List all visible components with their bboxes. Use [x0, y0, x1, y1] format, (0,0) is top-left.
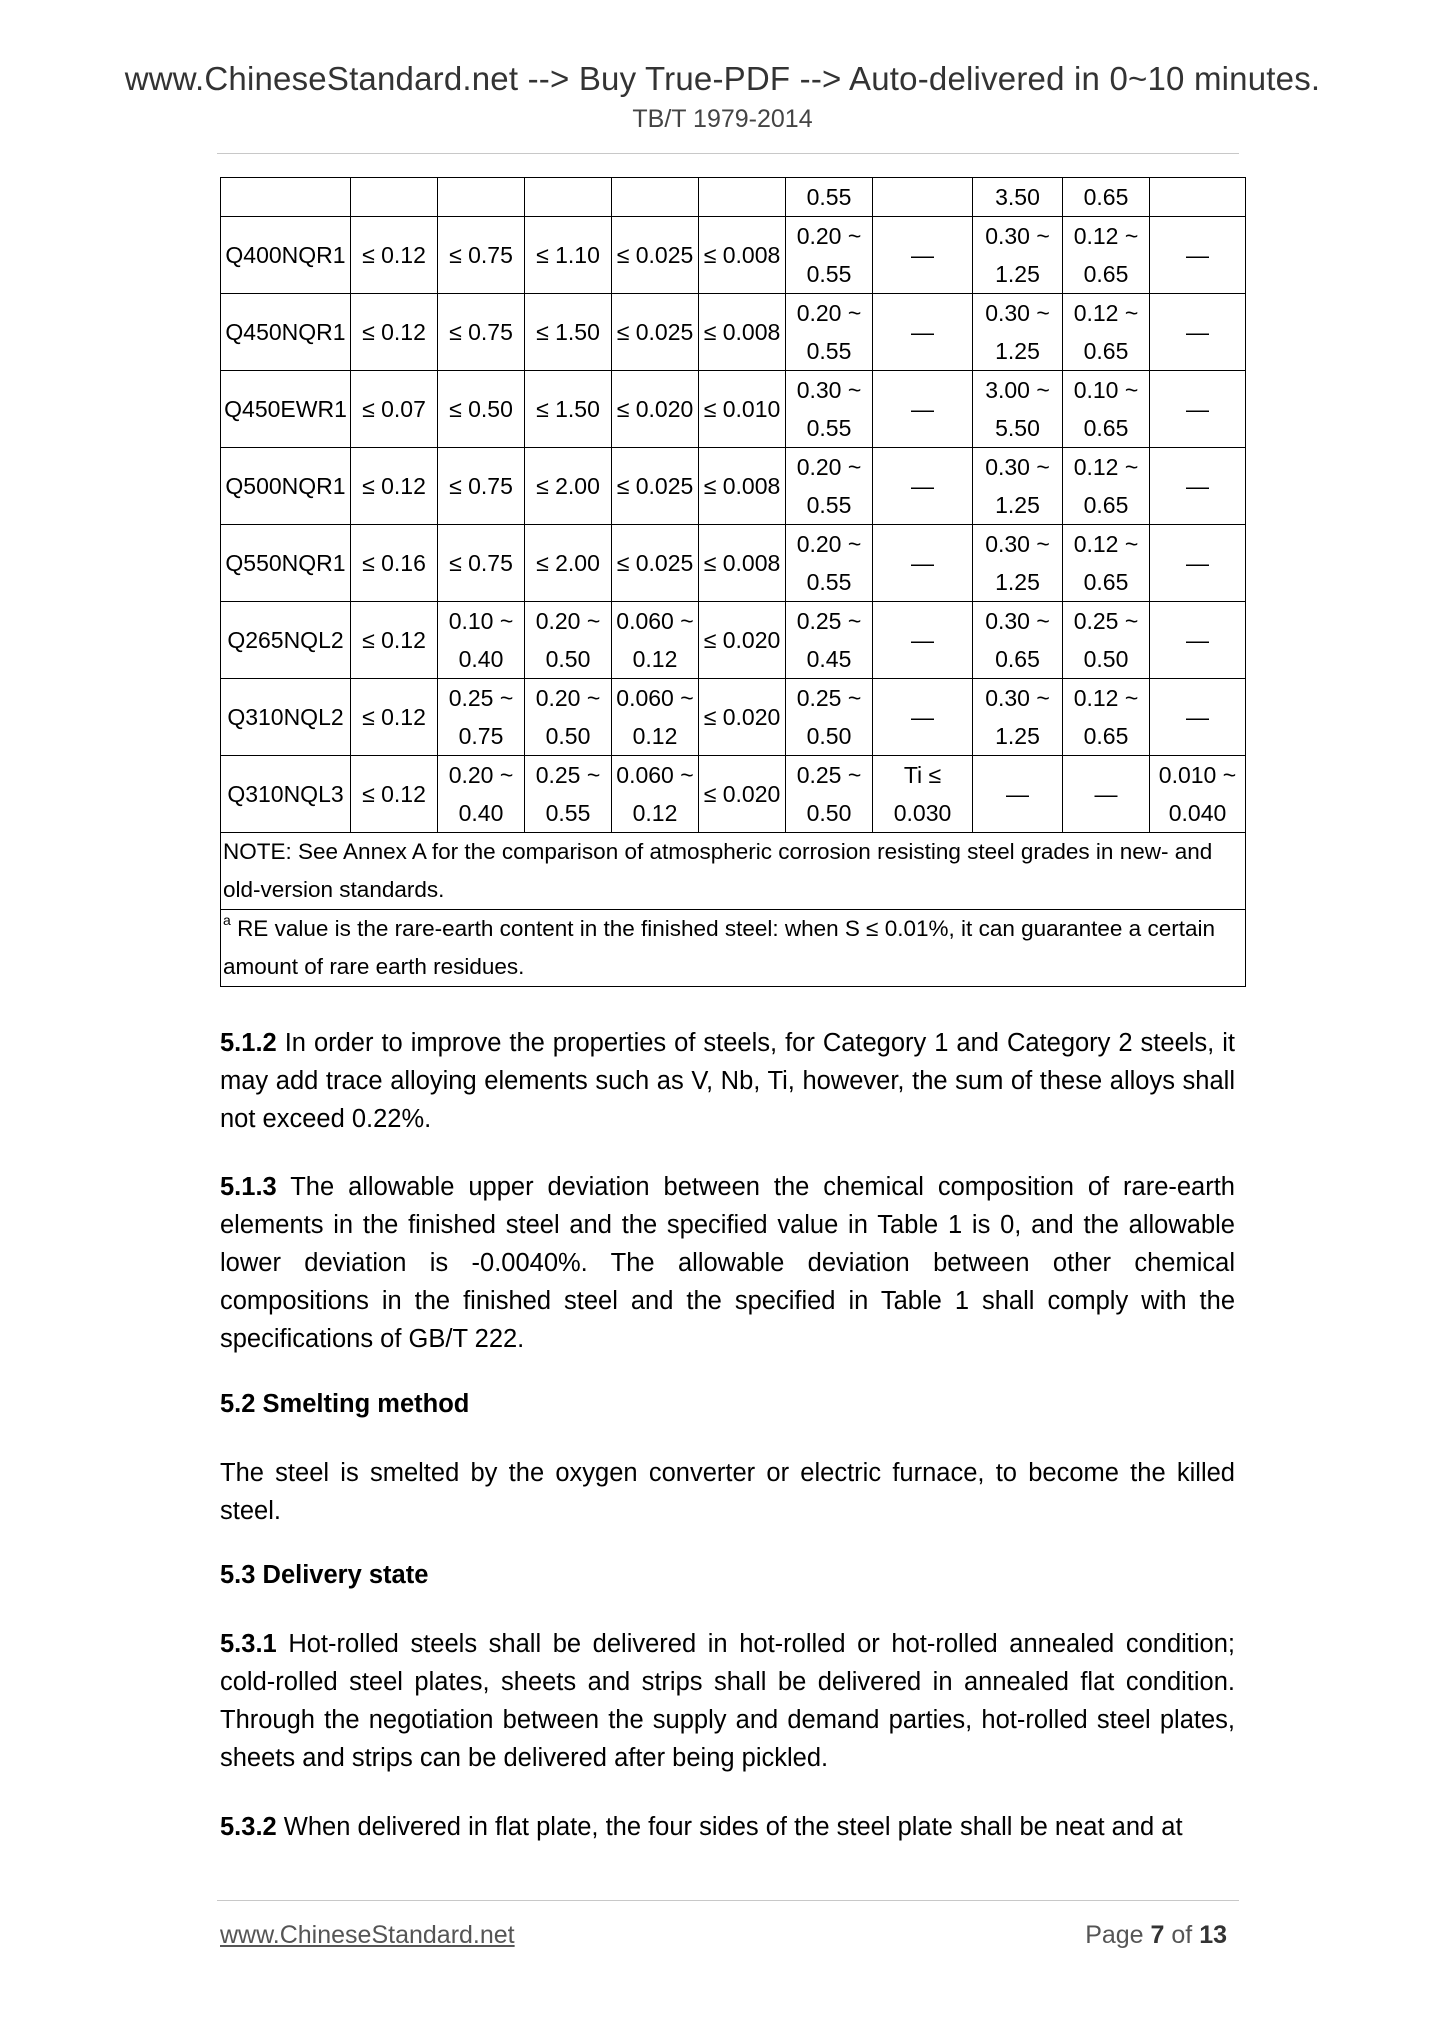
table-cell: ≤ 0.008: [699, 448, 786, 525]
cell-line: 0.65: [1083, 415, 1129, 441]
cell-line: 0.010 ~: [1158, 762, 1237, 788]
table-cell: ≤ 0.025: [612, 525, 699, 602]
table-cell: [973, 448, 1063, 525]
cell-line: 0.30 ~: [985, 685, 1050, 711]
cell-line: 1.25: [995, 492, 1040, 518]
grade-cell: Q400NQR1: [221, 217, 351, 294]
cell-line: 0.65: [1083, 338, 1129, 364]
cell-line: 0.30 ~: [796, 377, 862, 403]
cell-line: 5.50: [995, 415, 1040, 441]
table-cell: [525, 679, 612, 756]
cell-line: 0.20 ~: [535, 608, 601, 634]
table-cell: ≤ 0.008: [699, 217, 786, 294]
cell-line: 0.20 ~: [796, 223, 862, 249]
table-cell: [973, 217, 1063, 294]
chemical-composition-table: [220, 177, 1246, 987]
cell-line: 0.25 ~: [796, 762, 862, 788]
cell-line: 0.12 ~: [1073, 531, 1139, 557]
table-cell: ≤ 1.50: [525, 371, 612, 448]
cell-line: 0.20 ~: [448, 762, 514, 788]
cell-line: 0.040: [1168, 800, 1227, 826]
table-cell: [525, 178, 612, 217]
cell-line: 0.060 ~: [616, 685, 694, 711]
clause-number: 5.1.3: [220, 1173, 277, 1201]
clause-number: 5.3.2: [220, 1813, 277, 1841]
table-cell: [612, 178, 699, 217]
table-cell: ≤ 0.020: [612, 371, 699, 448]
cell-line: 0.50: [806, 723, 852, 749]
table-cell: [973, 525, 1063, 602]
table-cell: ≤ 0.008: [699, 525, 786, 602]
table-cell: [1063, 525, 1150, 602]
cell-line: 0.50: [806, 800, 852, 826]
paragraph-5-3-1: [220, 1625, 1235, 1777]
page-label: Page: [1085, 1921, 1151, 1949]
cell-line: 0.060 ~: [616, 608, 694, 634]
grade-cell: Q450EWR1: [221, 371, 351, 448]
table-cell: —: [1150, 679, 1246, 756]
table-row: [221, 178, 1246, 217]
table-cell: [1063, 602, 1150, 679]
cell-line: 1.25: [995, 569, 1040, 595]
grade-cell: Q450NQR1: [221, 294, 351, 371]
table-cell: ≤ 0.75: [438, 217, 525, 294]
page-number: 7: [1150, 1921, 1165, 1949]
table-cell: ≤ 0.75: [438, 448, 525, 525]
table-cell: [786, 294, 873, 371]
clause-number: 5.3.1: [220, 1630, 277, 1658]
footnote-mark: a: [223, 912, 231, 928]
site-banner: www.ChineseStandard.net --> Buy True-PDF --> Auto-delivered in 0~10 minutes.: [124, 60, 1321, 97]
table-cell: [438, 756, 525, 833]
table-row: [221, 525, 1246, 602]
table-note-row: [221, 833, 1246, 910]
footnote-text: RE value is the rare-earth content in the finished steel: when S ≤ 0.01%, it can guarantee a certain amount of rare earth residues.: [223, 916, 1215, 979]
cell-line: 0.10 ~: [1073, 377, 1139, 403]
table-cell: [1150, 178, 1246, 217]
table-cell: ≤ 0.025: [612, 448, 699, 525]
table-footnote: [221, 910, 1246, 987]
cell-line: 0.55: [806, 569, 852, 595]
cell-line: 0.30 ~: [985, 454, 1050, 480]
grade-cell: Q500NQR1: [221, 448, 351, 525]
table-cell: —: [1150, 294, 1246, 371]
table-footnote-row: [221, 910, 1246, 987]
cell-line: 0.30 ~: [985, 608, 1050, 634]
grade-cell: Q310NQL3: [221, 756, 351, 833]
cell-line: 0.45: [806, 646, 852, 672]
table-cell: ≤ 0.07: [351, 371, 438, 448]
table-cell: [786, 679, 873, 756]
cell-line: 0.030: [893, 800, 952, 826]
cell-line: 0.25 ~: [535, 762, 601, 788]
table-cell: ≤ 0.12: [351, 448, 438, 525]
cell-line: 0.40: [458, 800, 504, 826]
cell-line: 0.20 ~: [796, 300, 862, 326]
cell-line: 0.65: [1083, 723, 1129, 749]
cell-line: 0.25 ~: [1073, 608, 1139, 634]
table-cell: —: [1150, 448, 1246, 525]
cell-line: 0.55: [806, 338, 852, 364]
cell-line: 0.65: [1083, 261, 1129, 287]
table-row: [221, 602, 1246, 679]
table-cell: —: [973, 756, 1063, 833]
cell-line: 0.65: [995, 646, 1040, 672]
paragraph-text: In order to improve the properties of steels, for Category 1 and Category 2 steels, it may add trace alloying elements such as V, Nb, Ti, however, the sum of these alloys shall not exceed 0.22%.: [220, 1029, 1235, 1133]
table-cell: [973, 294, 1063, 371]
table-row: [221, 217, 1246, 294]
cell-line: 0.40: [458, 646, 504, 672]
table-cell: 3.50: [973, 178, 1063, 217]
table-cell: [221, 178, 351, 217]
table-cell: [612, 602, 699, 679]
table-cell: [525, 756, 612, 833]
table-cell: —: [873, 448, 973, 525]
table-cell: [612, 756, 699, 833]
table-cell: [438, 178, 525, 217]
table-cell: [1063, 217, 1150, 294]
table-cell: 0.55: [786, 178, 873, 217]
table-cell: ≤ 0.020: [699, 756, 786, 833]
cell-line: 1.25: [995, 338, 1040, 364]
table-cell: [612, 679, 699, 756]
cell-line: 1.25: [995, 261, 1040, 287]
table-cell: ≤ 0.020: [699, 602, 786, 679]
table-cell: [699, 178, 786, 217]
table-cell: [1063, 679, 1150, 756]
table-cell: ≤ 1.10: [525, 217, 612, 294]
table-cell: [351, 178, 438, 217]
clause-number: 5.1.2: [220, 1029, 277, 1057]
table-cell: [786, 525, 873, 602]
table-cell: [786, 602, 873, 679]
table-cell: —: [1150, 525, 1246, 602]
table-cell: [786, 217, 873, 294]
table-cell: 0.65: [1063, 178, 1150, 217]
cell-line: 0.65: [1083, 569, 1129, 595]
table-row: [221, 371, 1246, 448]
cell-line: 0.25 ~: [448, 685, 514, 711]
paragraph-5-1-2: [220, 1024, 1235, 1138]
section-heading-5-3: 5.3 Delivery state: [220, 1561, 429, 1589]
grade-cell: Q310NQL2: [221, 679, 351, 756]
cell-line: 0.30 ~: [985, 531, 1050, 557]
table-cell: [1063, 371, 1150, 448]
paragraph-5-2: The steel is smelted by the oxygen converter or electric furnace, to become the killed steel.: [220, 1459, 1235, 1525]
table-cell: ≤ 1.50: [525, 294, 612, 371]
table-cell: —: [873, 294, 973, 371]
cell-line: 0.75: [458, 723, 504, 749]
table-cell: —: [1150, 602, 1246, 679]
table-row: [221, 294, 1246, 371]
cell-line: 0.65: [1083, 492, 1129, 518]
table-cell: —: [873, 371, 973, 448]
grade-cell: Q265NQL2: [221, 602, 351, 679]
cell-line: 0.30 ~: [985, 300, 1050, 326]
paragraph-text: The allowable upper deviation between the chemical composition of rare-earth elements in the finished steel and the specified value in Table 1 is 0, and the allowable lower deviation is -0.0040%. The allowable deviation between other chemical compositions in the finished steel and the specified in Table 1 shall comply with the specifications of GB/T 222.: [220, 1173, 1235, 1353]
paragraph-text: Hot-rolled steels shall be delivered in hot-rolled or hot-rolled annealed condition; cold-rolled steel plates, sheets and strips shall be delivered in annealed flat condition. Through the negotiation between the supply and demand parties, hot-rolled steel plates, sheets and strips can be delivered after being pickled.: [220, 1630, 1235, 1772]
table-row: [221, 448, 1246, 525]
table-cell: ≤ 0.12: [351, 602, 438, 679]
table-cell: [973, 371, 1063, 448]
table-cell: ≤ 0.008: [699, 294, 786, 371]
cell-line: 0.20 ~: [535, 685, 601, 711]
table-row: [221, 679, 1246, 756]
table-cell: [525, 602, 612, 679]
cell-line: 3.00 ~: [985, 377, 1050, 403]
footer-rule: [217, 1900, 1239, 1901]
cell-line: 0.50: [1083, 646, 1129, 672]
table-cell: [438, 679, 525, 756]
cell-line: 0.12 ~: [1073, 223, 1139, 249]
cell-line: 0.25 ~: [796, 685, 862, 711]
table-cell: —: [1150, 217, 1246, 294]
table-cell: [1150, 756, 1246, 833]
table-cell: ≤ 2.00: [525, 448, 612, 525]
paragraph-text: When delivered in flat plate, the four sides of the steel plate shall be neat and at: [276, 1813, 1183, 1841]
table-cell: —: [1150, 371, 1246, 448]
table-row: [221, 756, 1246, 833]
table-cell: ≤ 0.020: [699, 679, 786, 756]
table-cell: [786, 756, 873, 833]
footer-site-link[interactable]: www.ChineseStandard.net: [220, 1921, 515, 1949]
cell-line: 0.12: [632, 723, 678, 749]
cell-line: 0.12 ~: [1073, 300, 1139, 326]
table-cell: —: [873, 679, 973, 756]
table-cell: ≤ 0.010: [699, 371, 786, 448]
cell-line: 0.55: [806, 492, 852, 518]
cell-line: 0.12: [632, 800, 678, 826]
standard-number: TB/T 1979-2014: [632, 105, 813, 133]
cell-line: 0.20 ~: [796, 531, 862, 557]
cell-line: 0.10 ~: [448, 608, 514, 634]
table-cell: ≤ 0.16: [351, 525, 438, 602]
cell-line: 0.25 ~: [796, 608, 862, 634]
cell-line: 0.12 ~: [1073, 685, 1139, 711]
table-cell: ≤ 2.00: [525, 525, 612, 602]
table-cell: [438, 602, 525, 679]
table-cell: ≤ 0.12: [351, 756, 438, 833]
cell-line: 0.060 ~: [616, 762, 694, 788]
table-cell: ≤ 0.75: [438, 294, 525, 371]
page-of-label: of: [1164, 1921, 1200, 1949]
table-cell: ≤ 0.75: [438, 525, 525, 602]
table-note: NOTE: See Annex A for the comparison of atmospheric corrosion resisting steel grades in new- and old-version standards.: [221, 833, 1246, 910]
table-cell: ≤ 0.12: [351, 679, 438, 756]
cell-line: 0.55: [806, 415, 852, 441]
table-cell: [873, 756, 973, 833]
paragraph-5-1-3: [220, 1168, 1235, 1358]
cell-line: 0.55: [545, 800, 591, 826]
cell-line: Ti ≤: [903, 762, 942, 788]
header-rule: [217, 153, 1239, 154]
cell-line: 0.30 ~: [985, 223, 1050, 249]
cell-line: 0.50: [545, 723, 591, 749]
table-cell: ≤ 0.50: [438, 371, 525, 448]
table-cell: [786, 448, 873, 525]
table-cell: ≤ 0.025: [612, 294, 699, 371]
table-cell: ≤ 0.12: [351, 217, 438, 294]
cell-line: 1.25: [995, 723, 1040, 749]
table-cell: [973, 602, 1063, 679]
paragraph-5-3-2: [220, 1808, 1235, 1846]
table-cell: —: [873, 217, 973, 294]
table-cell: [1063, 294, 1150, 371]
page-total: 13: [1199, 1921, 1227, 1949]
table-cell: —: [873, 602, 973, 679]
table-cell: —: [1063, 756, 1150, 833]
grade-cell: Q550NQR1: [221, 525, 351, 602]
table-cell: [973, 679, 1063, 756]
table-cell: [1063, 448, 1150, 525]
cell-line: 0.20 ~: [796, 454, 862, 480]
cell-line: 0.12: [632, 646, 678, 672]
table-cell: [873, 178, 973, 217]
cell-line: 0.12 ~: [1073, 454, 1139, 480]
table-cell: [786, 371, 873, 448]
table-cell: ≤ 0.025: [612, 217, 699, 294]
section-heading-5-2: 5.2 Smelting method: [220, 1390, 470, 1418]
cell-line: 0.50: [545, 646, 591, 672]
cell-line: 0.55: [806, 261, 852, 287]
page-indicator: [1085, 1921, 1227, 1950]
table-cell: ≤ 0.12: [351, 294, 438, 371]
table-cell: —: [873, 525, 973, 602]
